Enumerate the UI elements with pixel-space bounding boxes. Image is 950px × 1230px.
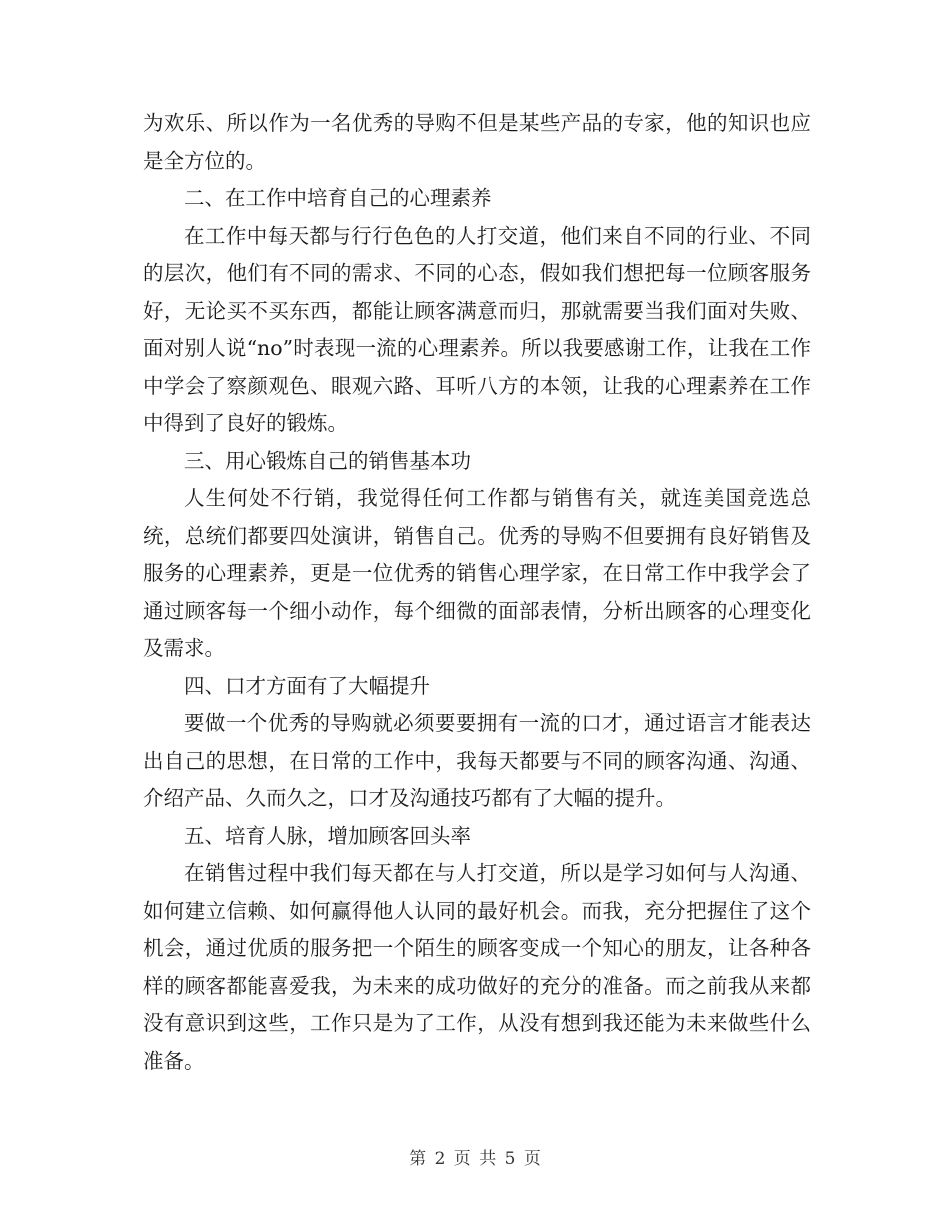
section-heading-3: 三、用心锻炼自己的销售基本功 — [184, 448, 471, 473]
page-number-footer: 第 2 页 共 5 页 — [409, 1149, 541, 1169]
section-heading-2: 二、在工作中培育自己的心理素养 — [184, 186, 492, 210]
section-heading-4: 四、口才方面有了大幅提升 — [184, 673, 430, 698]
paragraph-section-4: 要做一个优秀的导购就必须要要拥有一流的口才，通过语言才能表达出自己的思想，在日常的工作中，我每天都要与不同的顾客沟通、沟通、介绍产品、久而久之，口才及沟通技巧都有了大幅的提升。 — [143, 711, 811, 810]
section-heading-5: 五、培育人脉，增加顾客回头率 — [184, 823, 471, 848]
document-body — [143, 105, 811, 1080]
paragraph-continuation: 为欢乐、所以作为一名优秀的导购不但是某些产品的专家，他的知识也应是全方位的。 — [143, 111, 811, 173]
paragraph-section-3: 人生何处不行销，我觉得任何工作都与销售有关，就连美国竞选总统，总统们都要四处演讲，销售自己。优秀的导购不但要拥有良好销售及服务的心理素养，更是一位优秀的销售心理学家，在日常工作中我学会了通过顾客每一个细小动作，每个细微的面部表情，分析出顾客的心理变化及需求。 — [143, 486, 811, 660]
paragraph-section-2: 在工作中每天都与行行色色的人打交道，他们来自不同的行业、不同的层次，他们有不同的需求、不同的心态，假如我们想把每一位顾客服务好，无论买不买东西，都能让顾客满意而归，那就需要当我们面对失败、面对别人说“no”时表现一流的心理素养。所以我要感谢工作，让我在工作中学会了察颜观色、眼观六路、耳听八方的本领，让我的心理素养在工作中得到了良好的锻炼。 — [143, 223, 811, 435]
paragraph-section-5: 在销售过程中我们每天都在与人打交道，所以是学习如何与人沟通、如何建立信赖、如何赢得他人认同的最好机会。而我，充分把握住了这个机会，通过优质的服务把一个陌生的顾客变成一个知心的朋友，让各种各样的顾客都能喜爱我，为未来的成功做好的充分的准备。而之前我从来都没有意识到这些，工作只是为了工作，从没有想到我还能为未来做些什么准备。 — [143, 861, 811, 1073]
